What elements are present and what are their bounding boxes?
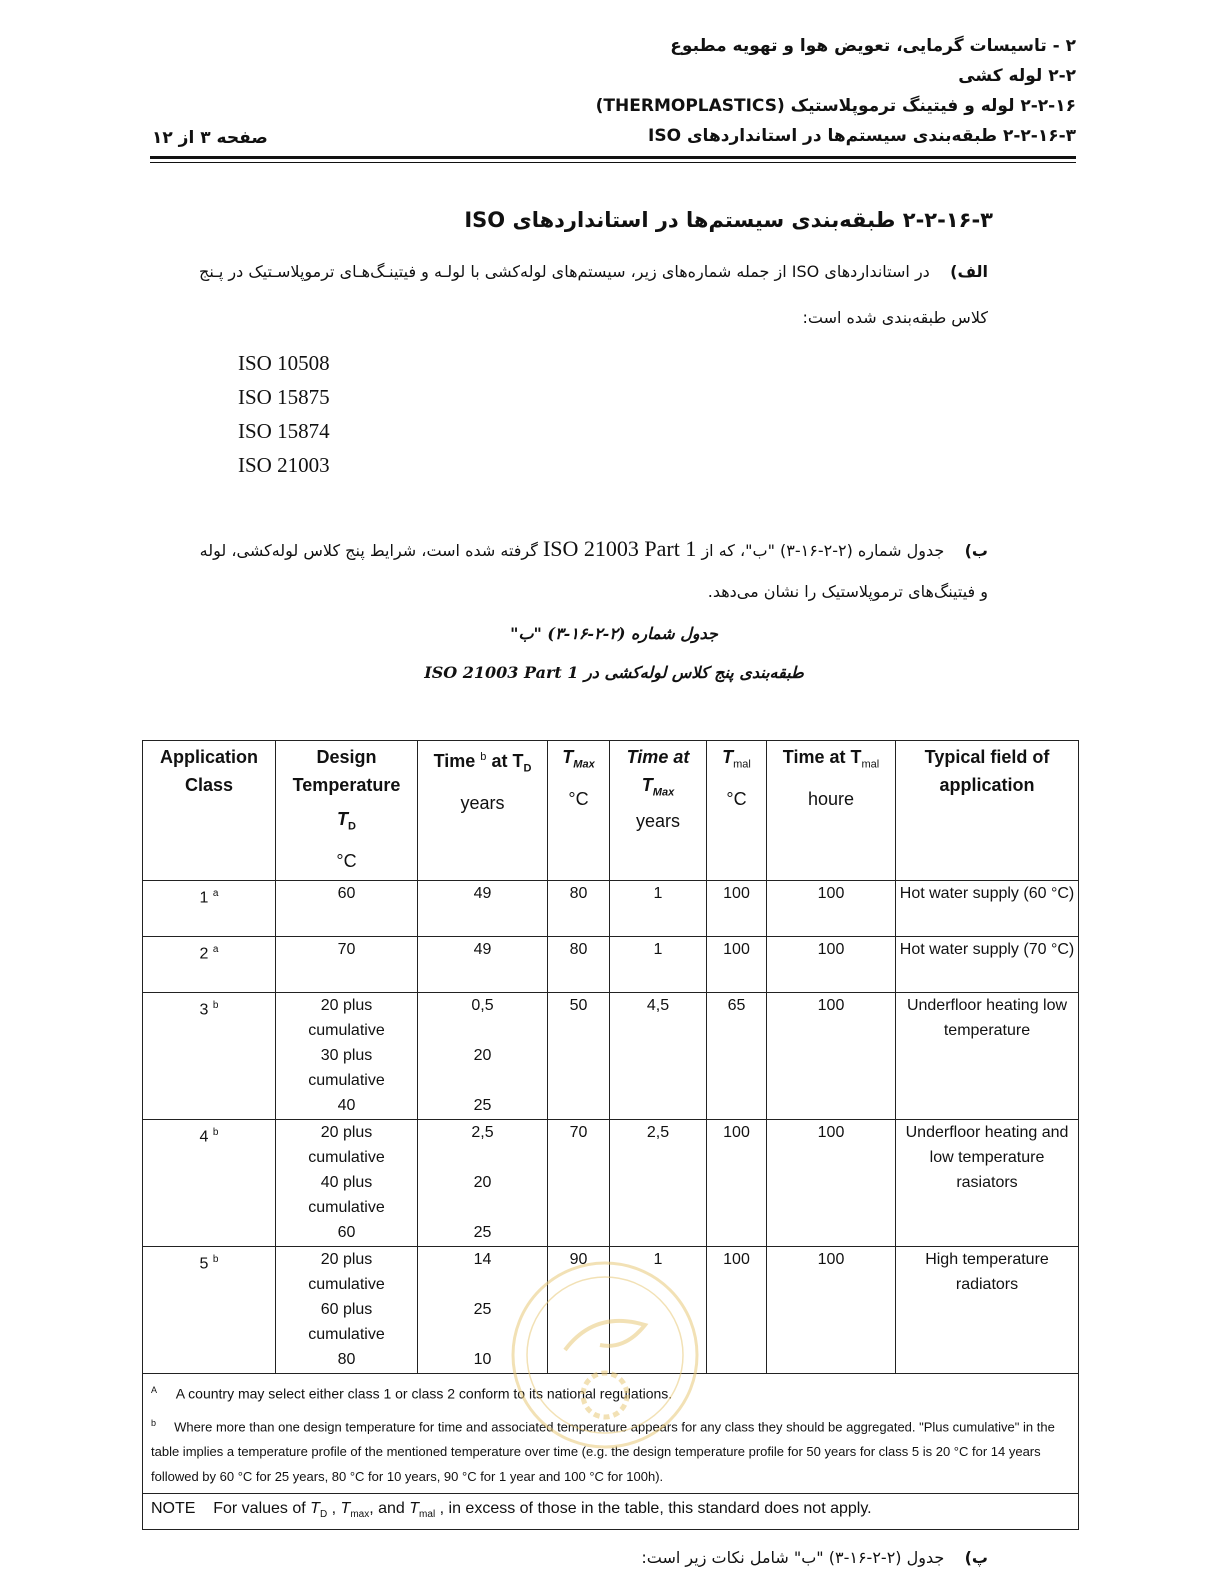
table-caption-title: طبقه‌بندی پنج کلاس لوله‌کشی در ISO 21003 Part 1 <box>424 663 804 682</box>
paragraph-b-text-pre: جدول شماره (۲-۲-۱۶-۳) "ب"، که از <box>701 541 945 560</box>
header-application-class: Application Class <box>143 741 276 881</box>
header-typical-field: Typical field of application <box>896 741 1079 881</box>
cell-class: 1 $^a$ <box>143 881 276 937</box>
cell-time-tmal: 100 <box>767 993 896 1120</box>
footnote-b: $^b$ Where more than one design temperature for time and associated temperature appears for any class they should be aggregated. "Plus cumulative" in the table implies a temperature profile of the mentioned temperature over time (e.g. the design temperature profile for 50 years for class 5 is 20 °C for 14 years followed by 60 °C for 25 years, 80 °C for 10 years, 90 °C for 1 year and 100 °C for 100h). <box>151 1417 1055 1484</box>
watermark-stamp <box>505 1255 705 1455</box>
cell-time: 14 25 10 <box>418 1247 548 1374</box>
cell-time: 0,5 20 25 <box>418 993 548 1120</box>
iso-item: ISO 15874 <box>238 419 330 443</box>
iso-item: ISO 21003 <box>238 453 330 477</box>
cell-field: High temperature radiators <box>896 1247 1079 1374</box>
cell-time-tmal: 100 <box>767 937 896 993</box>
cell-tmal: 65 <box>707 993 767 1120</box>
header-line-3: ۲-۲-۱۶ لوله و فیتینگ ترموپلاستیک (THERMOPLASTICS) <box>595 96 1076 116</box>
cell-tmal: 100 <box>707 881 767 937</box>
cell-design-temp: 70 <box>276 937 418 993</box>
cell-tmax: 90 <box>548 1247 610 1374</box>
header-tmax: $T_{Max}$ °C <box>548 741 610 881</box>
table-note: NOTE For values of $T_D$ , $T_{max}$, and $T_{mal}$ , in excess of those in the table, this standard does not apply. <box>143 1493 1079 1529</box>
paragraph-b-marker: ب) <box>964 541 988 560</box>
iso-item: ISO 10508 <box>238 351 330 375</box>
table-row <box>143 881 1079 937</box>
paragraph-a-line-1 <box>199 262 988 281</box>
section-title: ۲-۲-۱۶-۳ طبقه‌بندی سیستم‌ها در استانداردهای ISO <box>464 208 993 232</box>
cell-tmax: 80 <box>548 881 610 937</box>
cell-time-tmax: 1 <box>610 881 707 937</box>
paragraph-a-line-2: کلاس طبقه‌بندی شده است: <box>802 308 988 327</box>
cell-time-tmax: 1 <box>610 1247 707 1374</box>
cell-class: 2 $^a$ <box>143 937 276 993</box>
cell-time-tmax: 2,5 <box>610 1120 707 1247</box>
cell-time: 2,5 20 25 <box>418 1120 548 1247</box>
iso-item: ISO 15875 <box>238 385 330 409</box>
cell-design-temp: 20 plus cumulative 60 plus cumulative 80 <box>276 1247 418 1374</box>
cell-time: 49 <box>418 937 548 993</box>
cell-time-tmal: 100 <box>767 1247 896 1374</box>
paragraph-b-text-post: گرفته شده است، شرایط پنج کلاس لوله‌کشی، لوله <box>199 541 538 560</box>
paragraph-a-text: در استانداردهای ISO از جمله شماره‌های زیر، سیستم‌های لوله‌کشی با لولـه و فیتینـگ‌هـای ترموپلاسـتیک در پـنج <box>199 262 930 281</box>
cell-tmax: 50 <box>548 993 610 1120</box>
cell-time-tmax: 4,5 <box>610 993 707 1120</box>
header-design-temperature: Design Temperature $T_D$ °C <box>276 741 418 881</box>
cell-time: 49 <box>418 881 548 937</box>
table-caption-number: جدول شماره (۲-۲-۱۶-۳) "ب" <box>510 624 718 643</box>
header-line-4: ۲-۲-۱۶-۳ طبقه‌بندی سیستم‌ها در استانداردهای ISO <box>648 126 1076 146</box>
cell-tmax: 80 <box>548 937 610 993</box>
iso-standards-list <box>238 346 330 482</box>
footnote-a: $^A$ A country may select either class 1 or class 2 conform to its national regulations. <box>151 1385 673 1402</box>
header-time-at-td: Time $^b$ at $T_D$ years <box>418 741 548 881</box>
header-line-2: ۲-۲ لوله کشی <box>958 66 1076 86</box>
cell-tmal: 100 <box>707 1247 767 1374</box>
cell-time-tmal: 100 <box>767 1120 896 1247</box>
table-row <box>143 1120 1079 1247</box>
cell-time-tmal: 100 <box>767 881 896 937</box>
header-rule <box>150 156 1076 159</box>
cell-class: 4 $^b$ <box>143 1120 276 1247</box>
header-rule-thin <box>150 162 1076 163</box>
header-time-at-tmax: Time at $T_{Max}$ years <box>610 741 707 881</box>
header-time-at-tmal: Time at $T_{mal}$ houre <box>767 741 896 881</box>
cell-tmax: 70 <box>548 1120 610 1247</box>
cell-design-temp: 20 plus cumulative 40 plus cumulative 60 <box>276 1120 418 1247</box>
cell-class: 5 $^b$ <box>143 1247 276 1374</box>
header-tmal: $T_{mal}$ °C <box>707 741 767 881</box>
note-row <box>143 1493 1079 1529</box>
header-line-1: ۲ - تاسیسات گرمایی، تعویض هوا و تهویه مطبوع <box>670 36 1076 56</box>
paragraph-a-marker: الف) <box>950 262 988 281</box>
paragraph-p-text: جدول (۲-۲-۱۶-۳) "ب" شامل نکات زیر است: <box>641 1548 945 1567</box>
cell-design-temp: 20 plus cumulative 30 plus cumulative 40 <box>276 993 418 1120</box>
page-number: صفحه ۳ از ۱۲ <box>152 128 268 148</box>
paragraph-p-line-1 <box>641 1548 988 1567</box>
cell-field: Hot water supply (70 °C) <box>896 937 1079 993</box>
cell-class: 3 $^b$ <box>143 993 276 1120</box>
cell-field: Underfloor heating and low temperature rasiators <box>896 1120 1079 1247</box>
paragraph-b-iso: ISO 21003 Part 1 <box>542 536 697 561</box>
cell-time-tmax: 1 <box>610 937 707 993</box>
cell-tmal: 100 <box>707 1120 767 1247</box>
cell-field: Underfloor heating low temperature <box>896 993 1079 1120</box>
table-row <box>143 937 1079 993</box>
paragraph-b-line-2: و فیتینگ‌های ترموپلاستیک را نشان می‌دهد. <box>707 582 988 601</box>
table-header-row <box>143 741 1079 881</box>
paragraph-p-marker: پ) <box>964 1548 988 1567</box>
cell-field: Hot water supply (60 °C) <box>896 881 1079 937</box>
table-row <box>143 993 1079 1120</box>
cell-tmal: 100 <box>707 937 767 993</box>
cell-design-temp: 60 <box>276 881 418 937</box>
paragraph-b-line-1 <box>200 536 988 562</box>
